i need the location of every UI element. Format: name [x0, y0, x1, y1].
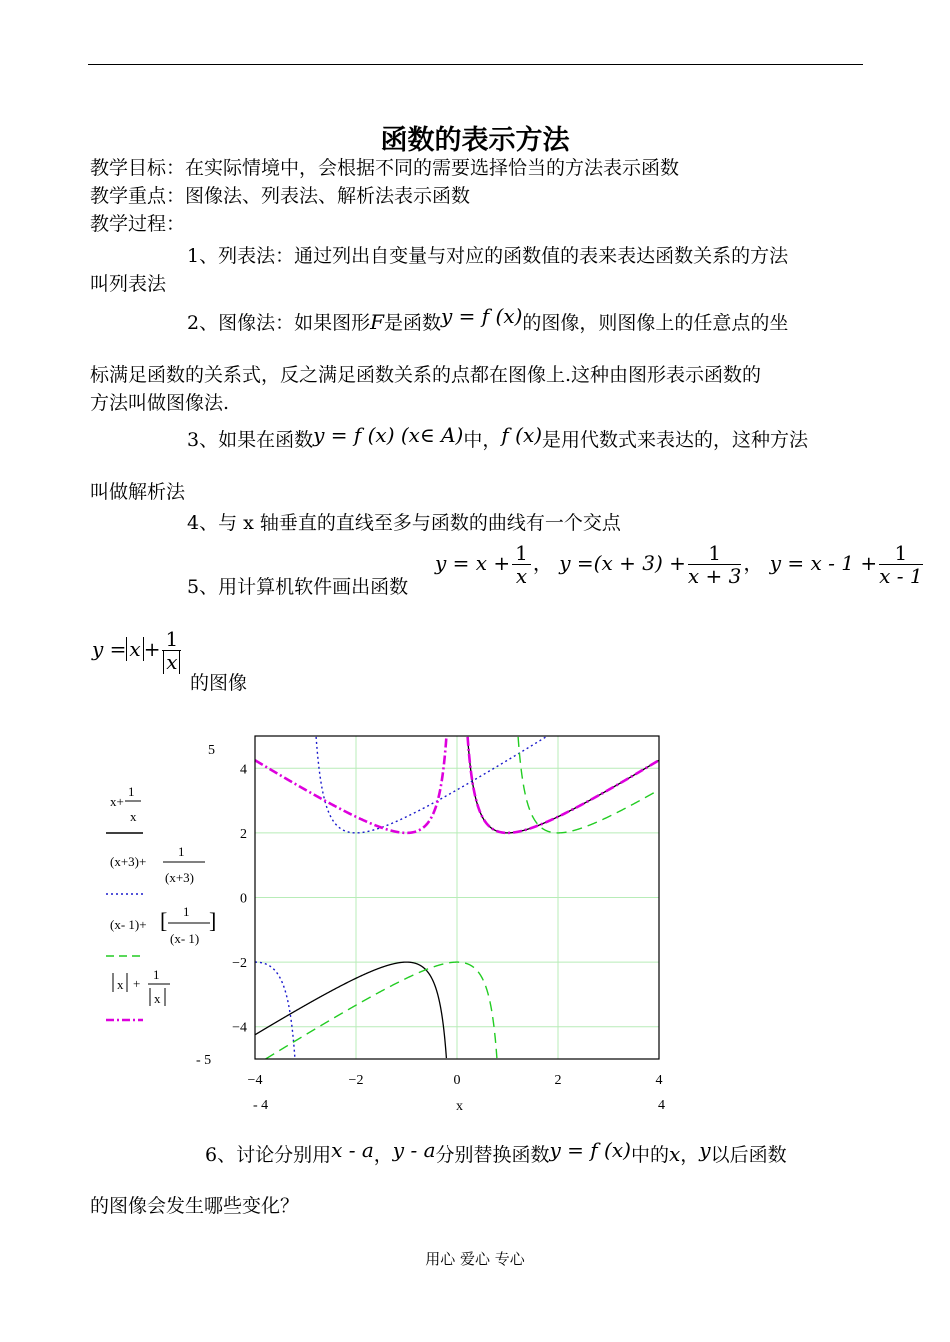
formula1-lhs: y = x +: [435, 551, 511, 575]
item6-comma2: ，: [680, 1144, 700, 1166]
legend-1-num: 1: [128, 784, 135, 799]
teaching-key-points: 教学重点：图像法、列表法、解析法表示函数: [90, 185, 471, 207]
item2-text-a: 2、图像法：如果图形: [187, 312, 371, 334]
header-rule: [88, 64, 863, 65]
legend-3-num: 1: [183, 904, 190, 919]
legend-2-den: (x+3): [165, 870, 194, 885]
y-tick-label: 0: [240, 891, 247, 907]
item2-text-c: 的图像，则图像上的任意点的坐: [522, 312, 789, 334]
item2-equation: y = f (x): [441, 304, 523, 328]
item3-text-a: 3、如果在函数: [187, 429, 314, 451]
item6-equation: y = f (x): [549, 1138, 631, 1162]
x-axis-label: x: [456, 1099, 463, 1114]
function-chart: [0, 700, 950, 1120]
item6-y-minus-a: y - a: [392, 1138, 436, 1162]
formula3-lhs: y = x - 1 +: [769, 551, 878, 575]
item6-line1: [205, 1138, 787, 1168]
item6-var-x: x: [668, 1142, 681, 1166]
item6-var-y: y: [699, 1138, 711, 1162]
formula4-lhs: y =: [92, 637, 127, 661]
legend-4-plus: +: [133, 976, 141, 991]
item3-equation: y = f (x) (x∈ A): [313, 423, 464, 447]
item6-comma: ，: [373, 1144, 393, 1166]
x-tick-label: 0: [453, 1073, 461, 1088]
formula4-abs: x: [126, 637, 143, 661]
item4: 4、与 x 轴垂直的直线至多与函数的曲线有一个交点: [187, 512, 621, 534]
formula-row: [435, 542, 925, 587]
item2-line2: 标满足函数的关系式，反之满足函数关系的点都在图像上.这种由图形表示函数的: [90, 364, 762, 386]
x-range-left-label: - 4: [253, 1098, 269, 1113]
x-tick-label: 4: [655, 1073, 663, 1088]
legend-4-den: x: [154, 991, 161, 1006]
chart-ticks: [232, 762, 662, 1088]
legend-3-bracket-right: ]: [209, 908, 217, 933]
legend-3-den: (x- 1): [170, 931, 200, 946]
item6-line2: 的图像会发生哪些变化？: [90, 1195, 300, 1217]
formula4-den-abs: x: [163, 650, 180, 674]
page-footer: 用心 爱心 专心: [425, 1250, 525, 1268]
item2-var-F: F: [370, 310, 384, 334]
item6-text-a: 6、讨论分别用: [205, 1144, 332, 1166]
chart-grid: [255, 736, 659, 1059]
item2-text-b: 是函数: [383, 312, 441, 334]
y-tick-label: 2: [240, 826, 247, 842]
x-tick-label: −4: [247, 1073, 263, 1088]
legend-3-bracket-left: [: [160, 908, 168, 933]
formula2-lhs: y =(x + 3) +: [559, 551, 686, 575]
legend-1-den: x: [130, 809, 137, 824]
y-tick-label: −4: [232, 1020, 247, 1036]
formula1-den: x: [515, 564, 528, 588]
teaching-process: 教学过程：: [90, 213, 186, 235]
formula4-plus: +: [143, 637, 161, 661]
item6-x-minus-a: x - a: [331, 1138, 374, 1162]
item3-line2: 叫做解析法: [90, 481, 186, 503]
formula2-fraction: [688, 542, 741, 587]
legend-4-num: 1: [153, 967, 160, 982]
legend-3-a: (x- 1)+: [110, 917, 147, 932]
formula4: [92, 628, 183, 673]
item5-tail: 的图像: [190, 672, 248, 694]
x-tick-label: −2: [348, 1073, 364, 1088]
item5-text: 5、用计算机软件画出函数: [187, 576, 409, 598]
x-range-right-label: 4: [658, 1098, 665, 1113]
item2-line1: [187, 304, 789, 336]
legend-2-a: (x+3)+: [110, 854, 147, 869]
item3-text-b: 中，: [463, 429, 502, 451]
formula2-num: 1: [688, 542, 741, 565]
formula2-den: x + 3: [687, 564, 742, 588]
page-title: 函数的表示方法: [380, 125, 570, 156]
y-top-label: 5: [208, 743, 215, 758]
item3-line1: [187, 423, 809, 453]
item1-line1: 1、列表法：通过列出自变量与对应的函数值的表来表达函数关系的方法: [187, 245, 789, 267]
y-bottom-label: - 5: [196, 1053, 212, 1068]
formula3-num: 1: [879, 542, 922, 565]
legend-4-abs: x: [117, 977, 124, 992]
formula4-num: 1: [162, 628, 181, 651]
formula4-den: [162, 651, 181, 673]
formula1-fraction: [512, 542, 531, 587]
formula4-fraction: [162, 628, 181, 673]
y-tick-label: 4: [240, 762, 247, 778]
item1-line2: 叫列表法: [90, 273, 167, 295]
item3-text-c: 是用代数式来表达的，这种方法: [542, 429, 809, 451]
teaching-goal: 教学目标：在实际情境中，会根据不同的需要选择恰当的方法表示函数: [90, 157, 680, 179]
item6-text-b: 分别替换函数: [435, 1144, 550, 1166]
y-tick-label: −2: [232, 956, 247, 972]
item6-text-c: 中的: [630, 1144, 669, 1166]
item6-text-d: 以后函数: [710, 1144, 787, 1166]
formula3-den: x - 1: [879, 564, 923, 588]
item2-line3: 方法叫做图像法.: [90, 392, 230, 414]
item3-fx: f (x): [501, 423, 543, 447]
legend-1-a: x+: [110, 794, 124, 809]
x-tick-label: 2: [554, 1073, 562, 1088]
formula3-fraction: [879, 542, 922, 587]
legend-2-num: 1: [178, 844, 185, 859]
chart-legend: [106, 784, 216, 1020]
formula1-num: 1: [512, 542, 531, 565]
formula-sep-1: ，: [532, 551, 553, 575]
formula-sep-2: ，: [743, 551, 764, 575]
